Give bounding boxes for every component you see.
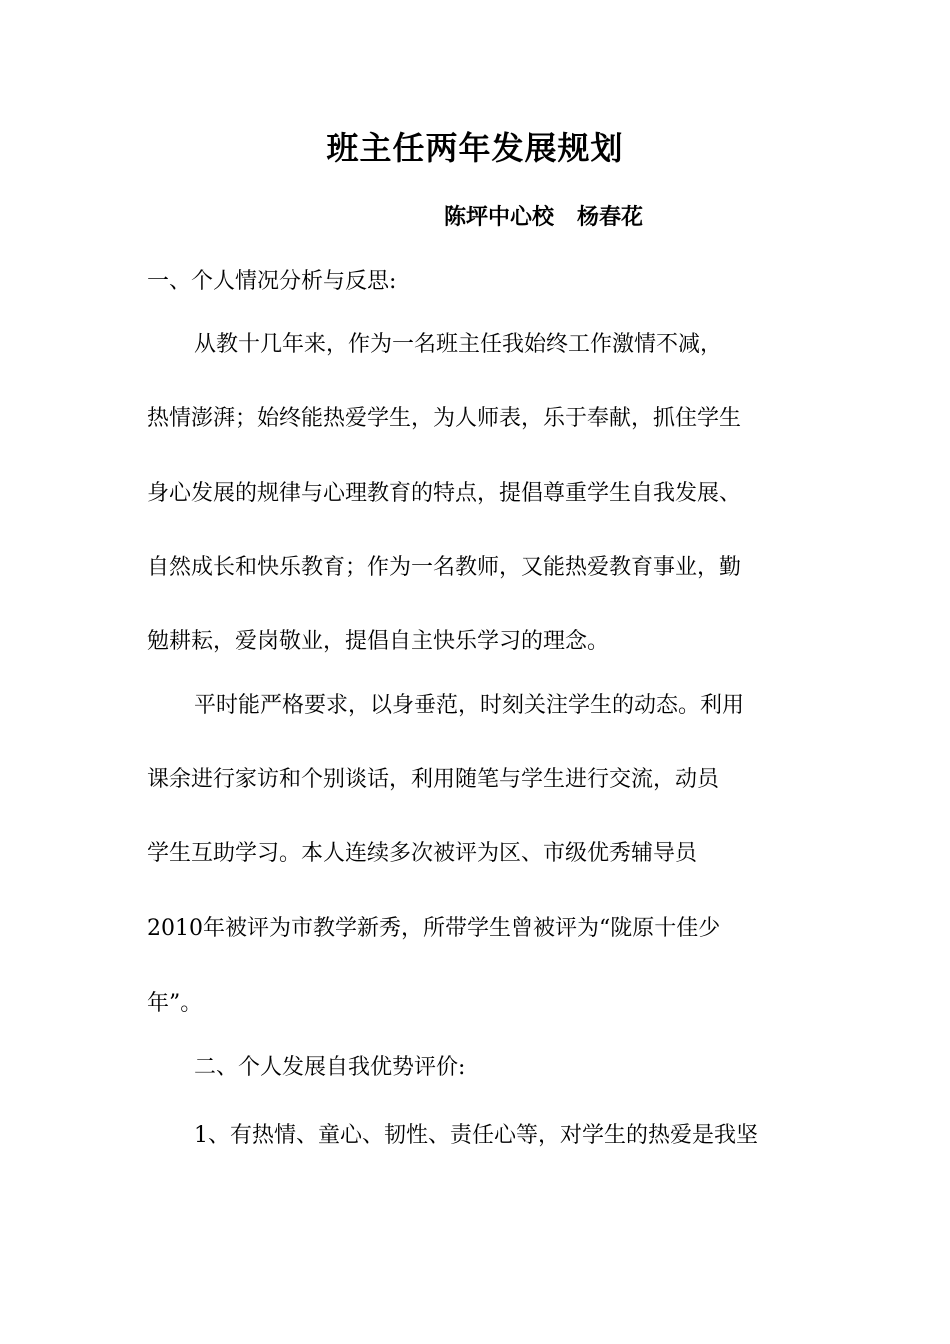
- section-heading-1: 一、个人情况分析与反思:: [147, 269, 397, 294]
- paragraph-line: 平时能严格要求，以身垂范，时刻关注学生的动态。利用: [194, 693, 745, 718]
- paragraph-line: 自然成长和快乐教育；作为一名教师，又能热爱教育事业，勤: [147, 555, 742, 580]
- paragraph-line: 课余进行家访和个别谈话，利用随笔与学生进行交流，动员: [147, 767, 720, 792]
- paragraph-line: 身心发展的规律与心理教育的特点，提倡尊重学生自我发展、: [147, 481, 742, 506]
- document-title: 班主任两年发展规划: [326, 129, 624, 167]
- paragraph-line: 从教十几年来，作为一名班主任我始终工作激情不减，: [194, 332, 723, 357]
- author-line: 陈坪中心校 杨春花: [444, 204, 643, 230]
- paragraph-line: 2010年被评为市教学新秀，所带学生曾被评为“陇原十佳少: [147, 916, 721, 941]
- paragraph-line: 年”。: [147, 991, 203, 1016]
- paragraph-line: 学生互助学习。本人连续多次被评为区、市级优秀辅导员: [147, 841, 698, 866]
- paragraph-line: 热情澎湃；始终能热爱学生，为人师表，乐于奉献，抓住学生: [147, 406, 742, 431]
- paragraph-line: 1、有热情、童心、韧性、责任心等，对学生的热爱是我坚: [194, 1123, 758, 1148]
- paragraph-line: 勉耕耘，爱岗敬业，提倡自主快乐学习的理念。: [147, 629, 610, 654]
- section-heading-2: 二、个人发展自我优势评价:: [194, 1055, 466, 1080]
